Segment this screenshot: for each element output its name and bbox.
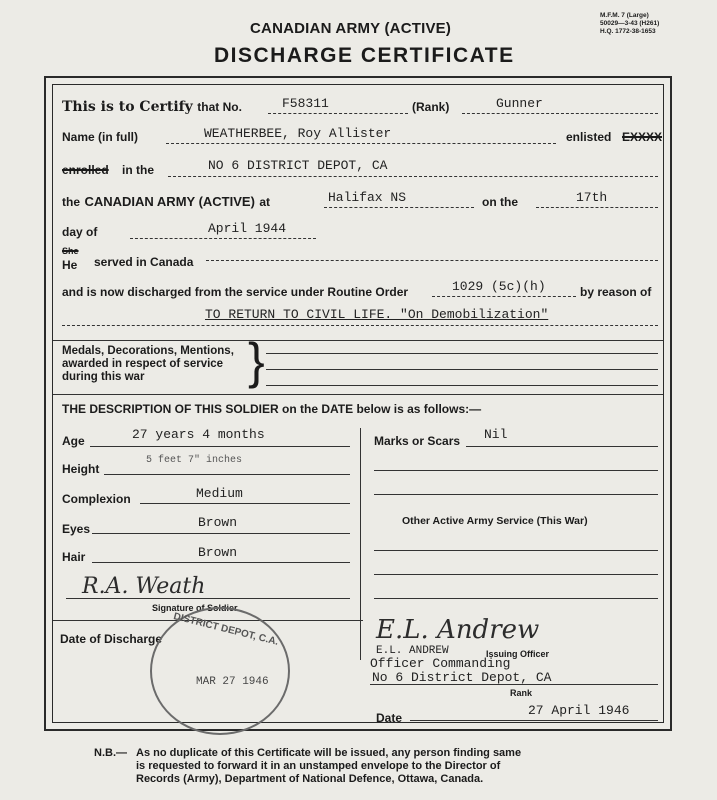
form-code-line: M.F.M. 7 (Large)	[600, 12, 649, 19]
place-line	[324, 207, 474, 208]
enrolled-struck: enrolled	[62, 163, 109, 177]
stamp-ring-text: DISTRICT DEPOT, C.A.	[172, 611, 280, 648]
army-heading: CANADIAN ARMY (ACTIVE)	[250, 20, 452, 37]
in-the-label: in the	[122, 163, 154, 177]
footer-note-line: As no duplicate of this Certificate will be issued, any person finding same	[136, 747, 522, 759]
other-service-label: Other Active Army Service (This War)	[402, 515, 588, 527]
officer-title: Officer Commanding	[370, 656, 511, 671]
marks-value: Nil	[484, 427, 508, 442]
marks-line-1	[466, 446, 658, 447]
name-label: Name (in full)	[62, 130, 139, 144]
footer-note-line: is requested to forward it in an unstamped envelope to the Director of	[136, 760, 501, 772]
eyes-line	[92, 533, 350, 534]
served-line	[206, 260, 658, 261]
soldier-signature: R.A. Weath	[82, 574, 206, 599]
issuing-officer-caption: Issuing Officer	[486, 649, 550, 659]
complexion-label: Complexion	[62, 492, 131, 506]
footer-note	[136, 747, 521, 786]
nb-label: N.B.—	[94, 747, 127, 759]
medals-label-line: during this war	[62, 371, 145, 383]
officer-signature: E.L. Andrew	[376, 615, 540, 645]
enlisted-label: enlisted	[566, 130, 612, 144]
number-line	[268, 113, 408, 114]
on-the-label: on the	[482, 195, 518, 209]
description-heading: THE DESCRIPTION OF THIS SOLDIER on the DATE below is as follows:—	[62, 402, 482, 416]
other-service-line-2	[374, 574, 658, 575]
army-name: CANADIAN ARMY (ACTIVE)	[84, 194, 255, 209]
reason-label: by reason of	[580, 285, 652, 299]
complexion-value: Medium	[196, 486, 243, 501]
unit-value: NO 6 DISTRICT DEPOT, CA	[208, 158, 388, 173]
date-of-discharge-label: Date of Discharge	[60, 632, 163, 646]
place-value: Halifax NS	[328, 190, 407, 205]
footer-note-line: Records (Army), Department of National Defence, Ottawa, Canada.	[136, 773, 484, 785]
other-service-line-1	[374, 550, 658, 551]
medals-top-rule	[53, 340, 663, 341]
form-code-line: H.Q. 1772-38-1653	[600, 28, 656, 35]
eyes-label: Eyes	[62, 522, 91, 536]
order-line	[432, 296, 576, 297]
she-struck: She	[62, 246, 79, 256]
service-number: F58311	[282, 96, 329, 111]
other-service-line-3	[374, 598, 658, 599]
served-label: served in Canada	[94, 255, 194, 269]
that-no-label: that No.	[197, 100, 242, 114]
form-code-line: 50029—3-43 (H261)	[600, 20, 660, 27]
height-line	[104, 474, 350, 475]
enlisted-struck: EXXXX	[622, 130, 663, 144]
medals-brace: }	[248, 333, 265, 389]
height-value: 5 feet 7" inches	[146, 455, 243, 466]
name-value: WEATHERBEE, Roy Allister	[204, 126, 392, 141]
day-value: 17th	[576, 190, 608, 205]
hair-label: Hair	[62, 550, 86, 564]
date-line	[410, 720, 658, 721]
marks-line-2	[374, 470, 658, 471]
age-line	[90, 446, 350, 447]
day-of-label: day of	[62, 225, 98, 239]
hair-line	[92, 562, 350, 563]
eyes-value: Brown	[198, 515, 238, 530]
complexion-line	[140, 503, 350, 504]
medals-label-line: awarded in respect of service	[62, 358, 224, 370]
certify-text: This is to Certify	[62, 99, 193, 115]
officer-unit: No 6 District Depot, CA	[372, 670, 552, 685]
unit-line	[168, 176, 658, 177]
enlist-date-line	[130, 238, 316, 239]
name-line	[166, 143, 556, 144]
certificate-date: 27 April 1946	[528, 703, 630, 718]
officer-unit-line	[370, 684, 658, 685]
army-row	[62, 193, 270, 211]
description-divider	[360, 428, 361, 660]
marks-line-3	[374, 494, 658, 495]
height-label: Height	[62, 462, 100, 476]
enlist-date-value: April 1944	[208, 221, 287, 236]
he-label: He	[62, 258, 78, 272]
routine-order-label: and is now discharged from the service under Routine Order	[62, 285, 409, 299]
age-label: Age	[62, 434, 85, 448]
marks-label: Marks or Scars	[374, 434, 461, 448]
age-value: 27 years 4 months	[132, 427, 265, 442]
hair-value: Brown	[198, 545, 238, 560]
medals-label-line: Medals, Decorations, Mentions,	[62, 345, 234, 357]
medals-line-2	[266, 369, 658, 370]
rank-label: (Rank)	[412, 100, 450, 114]
date-label: Date	[376, 711, 403, 725]
soldier-signature-line	[66, 598, 350, 599]
reason-value: TO RETURN TO CIVIL LIFE. "On Demobilization"	[205, 307, 549, 322]
reason-line	[62, 325, 658, 326]
officer-name: E.L. ANDREW	[376, 645, 449, 657]
soldier-signature-caption: Signature of Soldier	[152, 603, 238, 613]
certify-lead	[62, 98, 242, 116]
medals-label	[62, 345, 234, 384]
description-top-rule	[53, 394, 663, 395]
routine-order-value: 1029 (5c)(h)	[452, 279, 546, 294]
rank-value: Gunner	[496, 96, 543, 111]
stamp-date: MAR 27 1946	[196, 676, 269, 688]
rank-caption: Rank	[510, 688, 533, 698]
medals-line-3	[266, 385, 658, 386]
the-label: the	[62, 195, 80, 209]
form-code	[600, 12, 659, 36]
at-label: at	[259, 195, 271, 209]
certificate-title: DISCHARGE CERTIFICATE	[214, 44, 515, 67]
day-line	[536, 207, 658, 208]
medals-line-1	[266, 353, 658, 354]
rank-line	[462, 113, 658, 114]
